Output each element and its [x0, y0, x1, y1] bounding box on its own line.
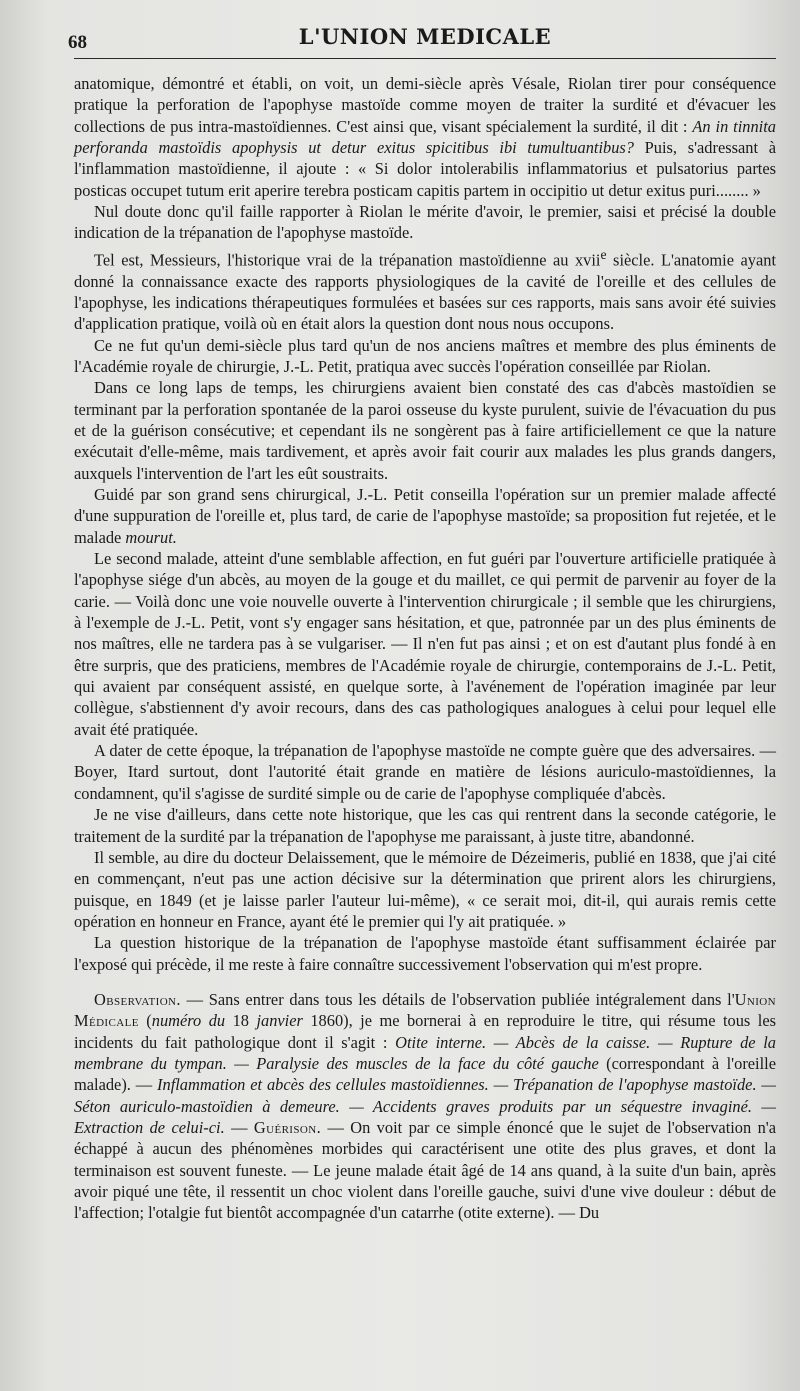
text-run: numéro du	[151, 1011, 226, 1031]
text-run: La question historique de la trépanation de l'apophyse mastoïde étant suffisamment éclairée par l'exposé qui précède, il me reste à faire connaître successivement l'observation qui m'est propre.	[74, 933, 776, 974]
text-run: Dans ce long laps de temps, les chirurgiens avaient bien constaté des cas d'abcès mastoïdien se terminant par la perforation spontanée de la paroi osseuse du kyste purulent, suivie de l'évacuation du pus et de la guérison consécutive; et cependant ils ne songèrent pas à faire artificiellement ce que la nature exécutait d'elle-même, mais tardivement, et après avoir fait courir aux malades les plus grands dangers, auxquels l'intervention de l'art les eût soustraits.	[74, 378, 776, 483]
text-run: (correspondant à l'oreille malade). —	[74, 1053, 776, 1095]
paragraph	[74, 377, 776, 484]
paragraph	[74, 244, 776, 335]
body-text	[74, 73, 776, 1224]
text-run: (	[138, 1011, 152, 1031]
text-run: Inflammation et abcès des cellules mastoïdiennes. — Trépanation de l'apophyse mastoïde. — Séton auriculo-mastoïdien à demeure. — Accidents graves produits par un séquestre invaginé. — Extraction de celui-ci.	[74, 1075, 777, 1137]
page-header	[68, 18, 776, 59]
text-run: 1860), je me bornerai à en reproduire le titre, qui résume tous les incidents du fait pathologique dont il s'agit :	[74, 1011, 776, 1052]
text-run: — Sans entrer dans tous les détails de l'observation publiée intégralement dans l'	[180, 989, 735, 1009]
text-run: — On voit par ce simple énoncé que le sujet de l'observation n'a échappé à aucun des phénomènes morbides qui caractérisent une otite des plus graves, et dont la terminaison est souvent funeste. — Le jeune malade était âgé de 14 ans quand, à la suite d'un bain, après avoir piqué une tête, il ressentit un choc violent dans l'oreille gauche, suivi d'une vive douleur : début de l'affection; l'otalgie fut bientôt accompagnée d'un catarrhe (otite externe). — Du	[74, 1117, 777, 1223]
text-run: siècle. L'anatomie ayant donné la connaissance exacte des rapports physiologiques de la cavité de l'oreille et des cellules de l'apophyse, les indications thérapeutiques formulées et basées sur ces rapports, mais sans avoir été suivies d'application pratique, voilà où en était alors la question dont nous nous occupons.	[74, 250, 777, 334]
text-run: Observation.	[94, 989, 181, 1009]
text-run: Nul doute donc qu'il faille rapporter à Riolan le mérite d'avoir, le premier, saisi et précisé la double indication de la trépanation de l'apophyse mastoïde.	[74, 202, 776, 243]
text-run: Union Médicale	[74, 989, 776, 1031]
paragraph	[74, 804, 776, 847]
page-number: 68	[68, 32, 87, 53]
text-run: Je ne vise d'ailleurs, dans cette note historique, que les cas qui rentrent dans la seconde catégorie, le traitement de la surdité par la trépanation de l'apophyse me paraissant, à juste titre, abandonné.	[74, 805, 776, 846]
text-run: Le second malade, atteint d'une semblable affection, en fut guéri par l'ouverture artificielle pratiquée à l'apophyse siége d'un abcès, au moyen de la gouge et du maillet, ce qui permit de parvenir au foyer de la carie. — Voilà donc une voie nouvelle ouverte à l'intervention chirurgicale ; il semble que les chirurgiens, à l'exemple de J.-L. Petit, vont s'y engager sans hésitation, et que, patronnée par un des plus éminents de nos maîtres, elle ne tardera pas à se vulgariser. — Il n'en fut pas ainsi ; et on est d'autant plus fondé à en être surpris, que des praticiens, membres de l'Académie royale de chirurgie, contemporains de J.-L. Petit, qui avaient par conséquent assisté, en quelque sorte, à l'avénement de l'opération imaginée par leur collègue, s'abstiennent d'y avoir recours, dans des cas pathologiques analogues à celui pour lequel elle avait été pratiquée.	[74, 549, 776, 739]
text-run: Ce ne fut qu'un demi-siècle plus tard qu'un de nos anciens maîtres et membre des plus éminents de l'Académie royale de chirurgie, J.-L. Petit, pratiqua avec succès l'opération conseillée par Riolan.	[74, 335, 776, 376]
text-run: Guidé par son grand sens chirurgical, J.-L. Petit conseilla l'opération sur un premier malade affecté d'une suppuration de l'oreille et, plus tard, de carie de l'apophyse mastoïde; sa proposition fut rejetée, et le malade	[74, 485, 776, 547]
text-run: janvier	[256, 1011, 303, 1031]
text-run: Guérison.	[253, 1117, 322, 1137]
running-title: L'UNION MEDICALE	[298, 24, 552, 49]
paragraph	[74, 932, 776, 975]
paragraph	[74, 73, 776, 201]
text-run: Puis, s'adressant à l'inflammation mastoïdienne, il ajoute : « Si dolor intolerabilis inflammatorius et pulsatorius partes posticas occupet tutum erit aperire terebra posticam capitis partem in occipitio ut detur exitus puri........ »	[74, 138, 776, 200]
paragraph	[74, 847, 776, 932]
paragraph	[74, 989, 776, 1224]
text-run: mourut.	[125, 527, 177, 547]
text-run: anatomique, démontré et établi, on voit, un demi-siècle après Vésale, Riolan tirer pour conséquence pratique la perforation de l'apophyse mastoïde comme moyen de traiter la surdité et d'évacuer les collections de pus intra-mastoïdiennes. C'est ainsi que, visant spécialement la surdité, il dit :	[74, 74, 776, 136]
text-run: A dater de cette époque, la trépanation de l'apophyse mastoïde ne compte guère que des adversaires. — Boyer, Itard surtout, dont l'autorité était grande en matière de lésions auriculo-mastoïdiennes, la condamnent, qu'il s'agisse de surdité simple ou de carie de l'apophyse compliquée d'abcès.	[74, 741, 776, 803]
paragraph	[74, 484, 776, 548]
text-run: An in tinnita perforanda mastoïdis apophysis ut detur exitus spicitibus ibi tumultuantibus?	[74, 116, 776, 158]
text-run: —	[224, 1117, 254, 1137]
paragraph	[74, 548, 776, 740]
text-run: Tel est, Messieurs, l'historique vrai de la trépanation mastoïdienne au xvii	[94, 250, 601, 270]
paragraph	[74, 201, 776, 244]
paragraph	[74, 335, 776, 378]
text-run: Otite interne. — Abcès de la caisse. — Rupture de la membrane du tympan. — Paralysie des muscles de la face du côté gauche	[74, 1032, 776, 1073]
text-run: 18	[225, 1011, 257, 1031]
text-run: Il semble, au dire du docteur Delaissement, que le mémoire de Dézeimeris, publié en 1838, que j'ai cité en commençant, n'eut pas une action décisive sur la détermination que prirent alors les chirurgiens, puisque, en 1849 (et je laisse parler l'auteur lui-même), « ce serait moi, dit-il, qui aurais remis cette opération en honneur en France, ayant été le premier qui l'y ait pratiquée. »	[74, 847, 776, 931]
text-run: e	[600, 246, 607, 262]
paragraph	[74, 740, 776, 804]
